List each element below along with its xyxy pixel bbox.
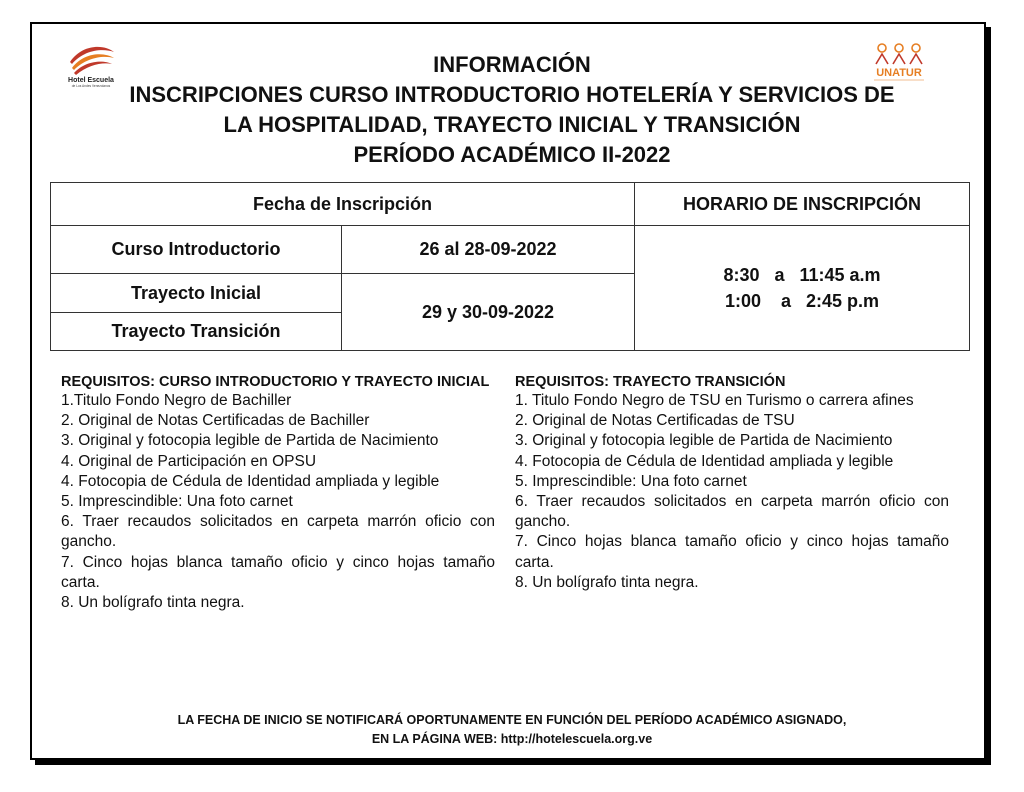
schedule-table bbox=[50, 182, 970, 351]
list-item: 7. Cinco hojas blanca tamaño oficio y cinco hojas tamaño carta. bbox=[515, 533, 949, 571]
list-item: 6. Traer recaudos solicitados en carpeta marrón oficio con gancho. bbox=[61, 513, 495, 551]
list-item: 4. Original de Participación en OPSU bbox=[61, 452, 317, 470]
logo-right-name: UNATUR bbox=[876, 67, 922, 79]
course-transition: Trayecto Transición bbox=[51, 313, 342, 351]
list-item: 5. Imprescindible: Una foto carnet bbox=[61, 493, 293, 511]
list-item: 8. Un bolígrafo tinta negra. bbox=[515, 573, 699, 591]
header-registration-date: Fecha de Inscripción bbox=[51, 183, 635, 226]
requirements-right-title: REQUISITOS: TRAYECTO TRANSICIÓN bbox=[515, 374, 786, 390]
footer-notice bbox=[40, 711, 984, 749]
footer-line-1: LA FECHA DE INICIO SE NOTIFICARÁ OPORTUNAMENTE EN FUNCIÓN DEL PERÍODO ACADÉMICO ASIGNADO, bbox=[177, 713, 847, 727]
date-initial-transition: 29 y 30-09-2022 bbox=[342, 274, 635, 351]
list-item: 2. Original de Notas Certificadas de TSU bbox=[515, 412, 795, 430]
list-item: 3. Original y fotocopia legible de Partida de Nacimiento bbox=[61, 432, 439, 450]
hours-morning: 8:30 a 11:45 a.m bbox=[723, 265, 881, 285]
list-item: 1. Titulo Fondo Negro de TSU en Turismo o carrera afines bbox=[515, 392, 914, 409]
hours-cell bbox=[635, 226, 970, 351]
list-item: 4. Fotocopia de Cédula de Identidad ampliada y legible bbox=[61, 472, 440, 490]
date-intro: 26 al 28-09-2022 bbox=[342, 226, 635, 274]
requirements-transition bbox=[515, 373, 949, 593]
list-item: 6. Traer recaudos solicitados en carpeta marrón oficio con gancho. bbox=[515, 493, 949, 531]
header-registration-hours: HORARIO DE INSCRIPCIÓN bbox=[635, 183, 970, 226]
list-item: 5. Imprescindible: Una foto carnet bbox=[515, 472, 747, 490]
requirements-left-title: REQUISITOS: CURSO INTRODUCTORIO Y TRAYECTO INICIAL bbox=[61, 374, 490, 390]
header-period: PERÍODO ACADÉMICO II-2022 bbox=[353, 142, 671, 167]
list-item: 7. Cinco hojas blanca tamaño oficio y cinco hojas tamaño carta. bbox=[61, 553, 495, 591]
course-initial: Trayecto Inicial bbox=[51, 274, 342, 313]
logo-left-name: Hotel Escuela bbox=[68, 77, 114, 84]
course-intro: Curso Introductorio bbox=[51, 226, 342, 274]
list-item: 8. Un bolígrafo tinta negra. bbox=[61, 594, 245, 612]
list-item: 2. Original de Notas Certificadas de Bachiller bbox=[61, 412, 370, 430]
list-item: 1.Titulo Fondo Negro de Bachiller bbox=[61, 392, 292, 409]
footer-line-2: EN LA PÁGINA WEB: http://hotelescuela.org.ve bbox=[371, 732, 653, 746]
list-item: 4. Fotocopia de Cédula de Identidad ampliada y legible bbox=[515, 452, 894, 470]
requirements-intro-initial bbox=[61, 373, 495, 613]
logo-left-subtitle: de Los Andes Venezolanos bbox=[71, 84, 111, 88]
hours-afternoon: 1:00 a 2:45 p.m bbox=[724, 291, 880, 311]
header-info: INFORMACIÓN bbox=[433, 52, 591, 77]
header-title-line-2: LA HOSPITALIDAD, TRAYECTO INICIAL Y TRANSICIÓN bbox=[223, 112, 801, 137]
document-header bbox=[40, 50, 984, 170]
header-title-line-1: INSCRIPCIONES CURSO INTRODUCTORIO HOTELERÍA Y SERVICIOS DE bbox=[129, 82, 895, 107]
list-item: 3. Original y fotocopia legible de Partida de Nacimiento bbox=[515, 432, 893, 450]
